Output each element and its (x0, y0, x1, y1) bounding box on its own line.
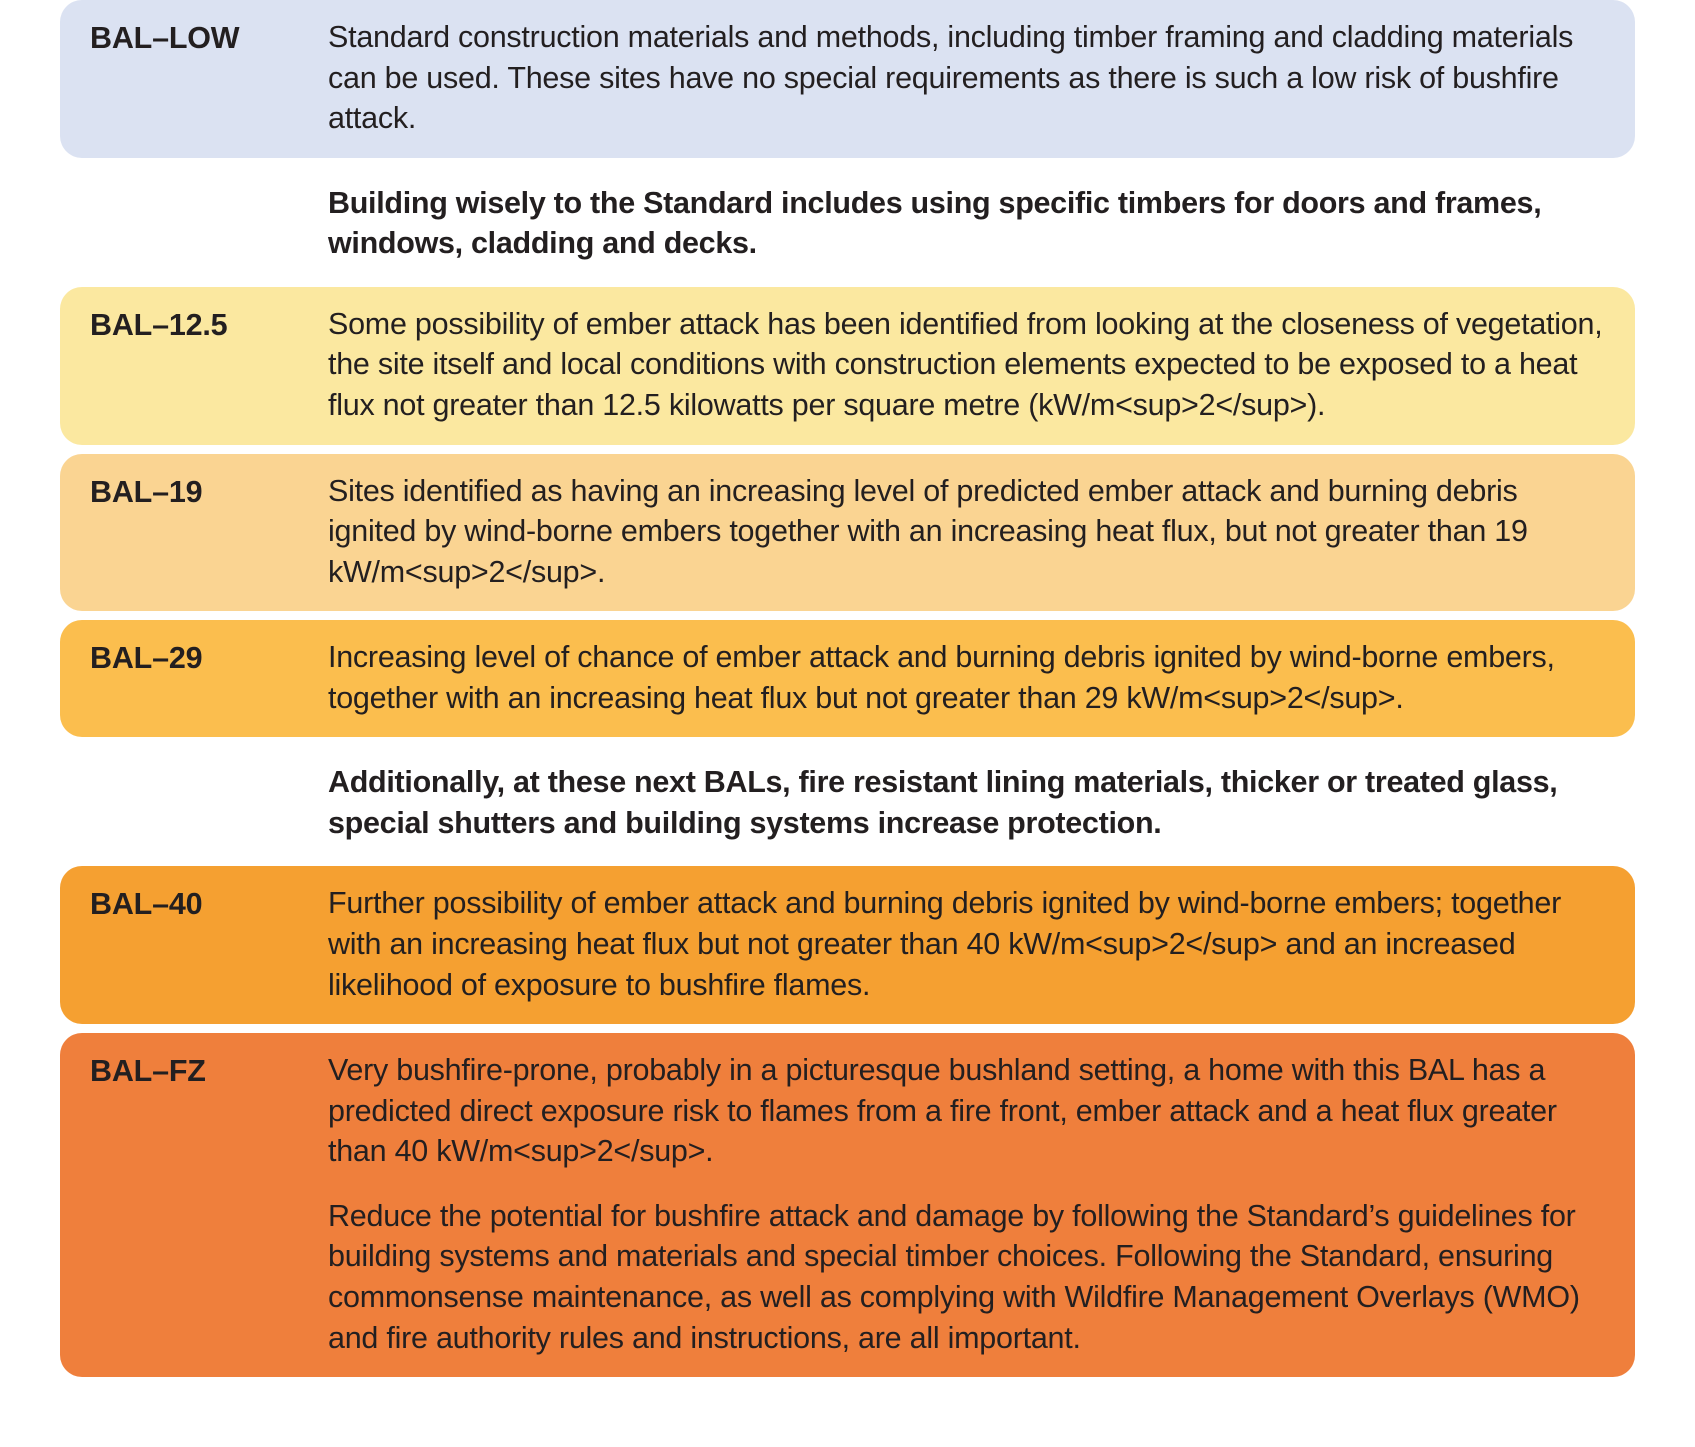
bal-description (328, 183, 1605, 264)
table-row (60, 1033, 1635, 1377)
table-row (60, 454, 1635, 612)
bal-description-paragraph: Standard construction materials and methods, including timber framing and cladding materials can be used. These sites have no special requirements as there is such a low risk of bushfire attack. (328, 20, 1574, 136)
bal-description (328, 17, 1605, 139)
bal-level-label (90, 762, 328, 763)
bal-description-paragraph: Reduce the potential for bushfire attack and damage by following the Standard’s guidelines for building systems and materials and special timber choices. Following the Standard, ensuring commonsense maintenance, as well as complying with Wildfire Management Overlays (WMO) and fire authority rules and instructions, are all important. (328, 1198, 1580, 1355)
table-row (60, 866, 1635, 1024)
bal-description (328, 637, 1605, 718)
bal-level-label: BAL–LOW (90, 21, 240, 55)
bal-description-paragraph: Further possibility of ember attack and burning debris ignited by wind-borne embers; together with an increasing heat flux but not greater than 40 kW/m<sup>2</sup> and an increased likelihood of exposure to bushfire flames. (328, 886, 1561, 1002)
bal-description (328, 883, 1605, 1005)
table-row (60, 746, 1635, 857)
bal-description-paragraph: Additionally, at these next BALs, fire resistant lining materials, thicker or treated glass, special shutters and building systems increase protection. (328, 765, 1558, 840)
bal-description-paragraph: Very bushfire-prone, probably in a picturesque bushland setting, a home with this BAL has a predicted direct exposure risk to flames from a fire front, ember attack and a heat flux greater than 40 kW/m<sup>2</sup>. (328, 1053, 1557, 1169)
table-row (60, 167, 1635, 278)
bal-level-label: BAL–19 (90, 474, 203, 509)
bal-description-paragraph: Sites identified as having an increasing level of predicted ember attack and burning debris ignited by wind-borne embers together with an increasing heat flux, but not greater than 19 kW/m<sup>2</sup>. (328, 473, 1528, 589)
table-row (60, 0, 1635, 158)
bal-description-paragraph: Building wisely to the Standard includes using specific timbers for doors and frames, windows, cladding and decks. (328, 185, 1542, 261)
bal-level-label: BAL–12.5 (90, 307, 228, 342)
bal-description (328, 304, 1605, 426)
bal-level-label: BAL–FZ (90, 1054, 206, 1089)
bal-level-label: BAL–29 (90, 641, 203, 676)
table-row (60, 620, 1635, 737)
bal-description (328, 471, 1605, 593)
bal-level-label: BAL–40 (90, 887, 203, 922)
bal-level-label (90, 183, 328, 184)
bal-description-paragraph: Some possibility of ember attack has been identified from looking at the closeness of vegetation, the site itself and local conditions with construction elements expected to be exposed to a heat flux not greater than 12.5 kilowatts per square metre (kW/m<sup>2</sup>). (328, 306, 1603, 422)
bal-description (328, 762, 1605, 843)
bal-description-paragraph: Increasing level of chance of ember attack and burning debris ignited by wind-borne embers, together with an increasing heat flux but not greater than 29 kW/m<sup>2</sup>. (328, 640, 1555, 715)
bal-description (328, 1050, 1605, 1358)
table-row (60, 287, 1635, 445)
